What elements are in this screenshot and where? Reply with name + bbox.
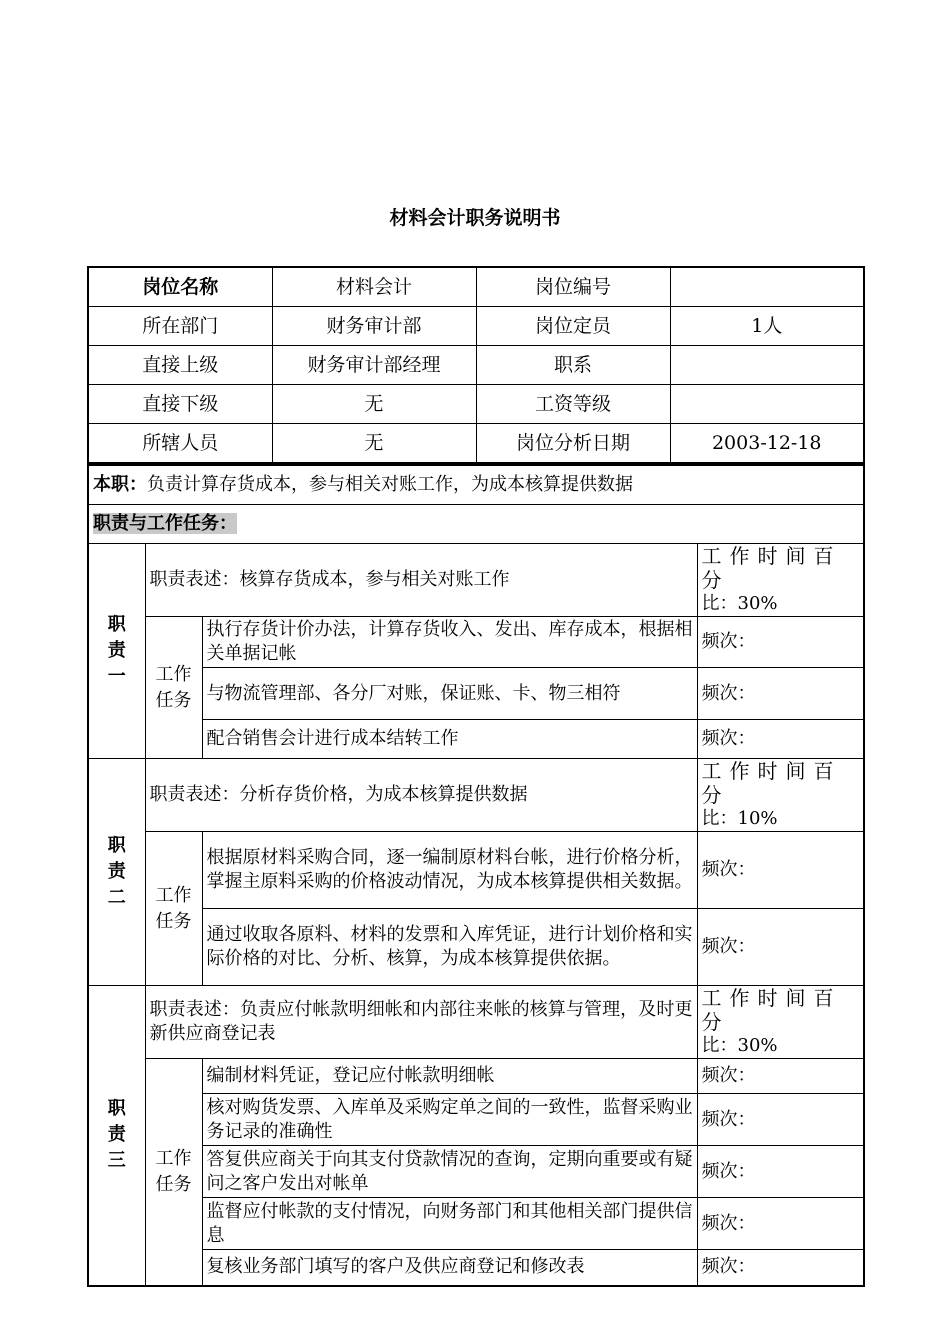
task-text: 核对购货发票、入库单及采购定单之间的一致性，监督采购业务记录的准确性 (202, 1094, 697, 1146)
task-text: 执行存货计价办法，计算存货收入、发出、库存成本，根据相关单据记帐 (202, 617, 697, 668)
task-row (88, 1250, 864, 1286)
position-name-value: 材料会计 (272, 267, 476, 307)
task-text: 与物流管理部、各分厂对账，保证账、卡、物三相符 (202, 668, 697, 720)
position-code-label: 岗位编号 (476, 267, 670, 307)
duty-3-description: 职责表述：负责应付帐款明细帐和内部往来帐的核算与管理，及时更新供应商登记表 (145, 986, 697, 1059)
position-name-label: 岗位名称 (88, 267, 272, 307)
task-row (88, 1146, 864, 1198)
duty-1-label: 职责一 (88, 544, 145, 759)
task-frequency: 频次： (697, 832, 864, 909)
document-title: 材料会计职务说明书 (389, 207, 561, 229)
main-duty-row (88, 465, 864, 505)
duty-2-time-percent: 工作时间百分 比：10% (697, 759, 864, 832)
task-frequency: 频次： (697, 1059, 864, 1094)
info-row (88, 267, 864, 307)
duties-header: 职责与工作任务： (93, 513, 237, 534)
headcount-label: 岗位定员 (476, 307, 670, 346)
task-frequency: 频次： (697, 1198, 864, 1250)
duties-table (87, 464, 865, 1287)
task-text: 根据原材料采购合同，逐一编制原材料台帐，进行价格分析，掌握主原料采购的价格波动情况，为成本核算提供相关数据。 (202, 832, 697, 909)
task-text: 复核业务部门填写的客户及供应商登记和修改表 (202, 1250, 697, 1286)
department-label: 所在部门 (88, 307, 272, 346)
task-frequency: 频次： (697, 1250, 864, 1286)
duty-1-task-label: 工作任务 (145, 617, 202, 759)
duty-2-task-label: 工作任务 (145, 832, 202, 986)
task-row (88, 1198, 864, 1250)
position-code-value (670, 267, 864, 307)
task-row (88, 1094, 864, 1146)
task-text: 监督应付帐款的支付情况，向财务部门和其他相关部门提供信息 (202, 1198, 697, 1250)
duty-3-task-label: 工作任务 (145, 1059, 202, 1286)
duty-1-time-percent: 工作时间百分 比：30% (697, 544, 864, 617)
duty-2-description: 职责表述：分析存货价格，为成本核算提供数据 (145, 759, 697, 832)
position-info-table (87, 266, 865, 464)
duty-3-time-percent: 工作时间百分 比：30% (697, 986, 864, 1059)
supervisor-label: 直接上级 (88, 346, 272, 385)
info-row (88, 385, 864, 424)
supervisor-value: 财务审计部经理 (272, 346, 476, 385)
info-row (88, 307, 864, 346)
info-row (88, 346, 864, 385)
department-value: 财务审计部 (272, 307, 476, 346)
task-row (88, 720, 864, 759)
task-text: 配合销售会计进行成本结转工作 (202, 720, 697, 759)
main-duty (88, 465, 864, 505)
salary-grade-value (670, 385, 864, 424)
task-row (88, 909, 864, 986)
task-row (88, 668, 864, 720)
info-row (88, 424, 864, 464)
analysis-date-label: 岗位分析日期 (476, 424, 670, 464)
task-frequency: 频次： (697, 720, 864, 759)
salary-grade-label: 工资等级 (476, 385, 670, 424)
task-frequency: 频次： (697, 909, 864, 986)
subordinate-value: 无 (272, 385, 476, 424)
task-frequency: 频次： (697, 1146, 864, 1198)
task-frequency: 频次： (697, 617, 864, 668)
headcount-value: 1人 (670, 307, 864, 346)
duty-1-description: 职责表述：核算存货成本，参与相关对账工作 (145, 544, 697, 617)
staff-value: 无 (272, 424, 476, 464)
main-duty-text: 负责计算存货成本，参与相关对账工作，为成本核算提供数据 (147, 474, 633, 495)
duty-description-row (88, 759, 864, 832)
task-row (88, 617, 864, 668)
duty-description-row (88, 544, 864, 617)
task-row (88, 832, 864, 909)
main-duty-label: 本职： (93, 474, 147, 495)
job-family-value (670, 346, 864, 385)
task-frequency: 频次： (697, 1094, 864, 1146)
duty-2-label: 职责二 (88, 759, 145, 986)
duties-header-row (88, 505, 864, 544)
analysis-date-value: 2003-12-18 (670, 424, 864, 464)
task-text: 答复供应商关于向其支付贷款情况的查询，定期向重要或有疑问之客户发出对帐单 (202, 1146, 697, 1198)
task-text: 通过收取各原料、材料的发票和入库凭证，进行计划价格和实际价格的对比、分析、核算，为成本核算提供依据。 (202, 909, 697, 986)
staff-label: 所辖人员 (88, 424, 272, 464)
task-row (88, 1059, 864, 1094)
duty-3-label: 职责三 (88, 986, 145, 1286)
task-text: 编制材料凭证，登记应付帐款明细帐 (202, 1059, 697, 1094)
task-frequency: 频次： (697, 668, 864, 720)
subordinate-label: 直接下级 (88, 385, 272, 424)
duty-description-row (88, 986, 864, 1059)
job-family-label: 职系 (476, 346, 670, 385)
